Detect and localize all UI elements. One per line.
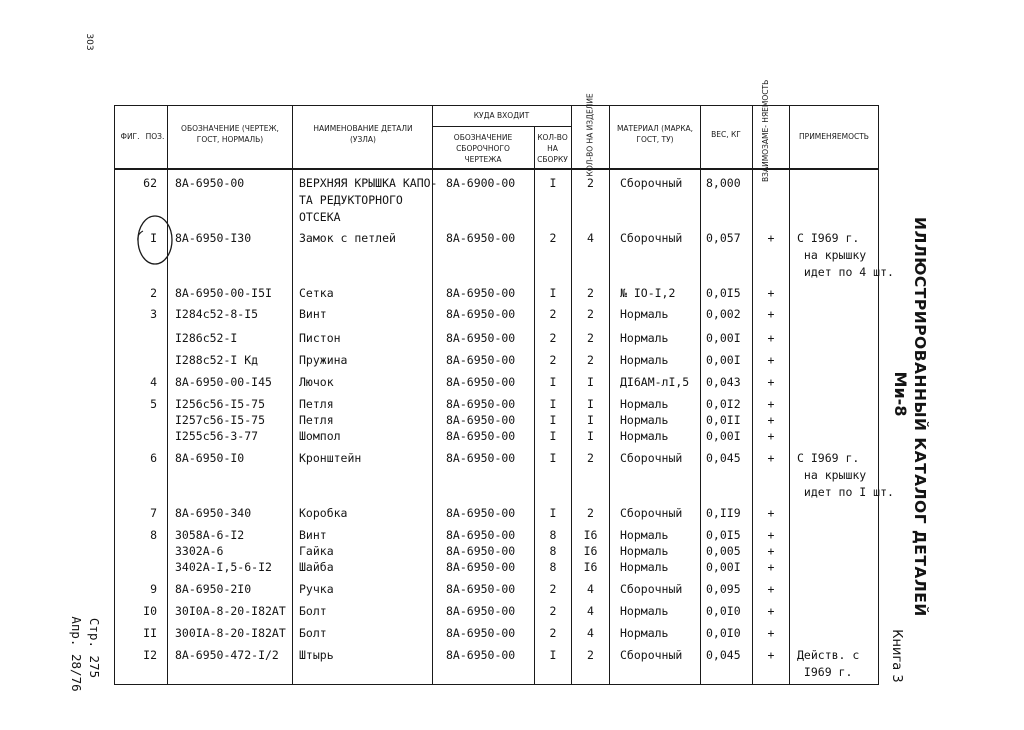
cell-name: Болт	[299, 604, 327, 618]
cell-pos: 9	[150, 582, 157, 596]
cell-qa: I	[549, 506, 557, 520]
cell-app: С I969 г. на крышку идет по 4 шт.	[797, 231, 894, 279]
cell-wt: 0,045	[706, 451, 741, 465]
cell-ic: +	[767, 506, 775, 520]
cell-pos: I	[150, 231, 157, 245]
cell-name: Кронштейн	[299, 451, 362, 465]
cell-qp: 2	[587, 451, 594, 465]
cell-asm: 8А-6950-00	[446, 648, 516, 662]
cell-pos: 2	[150, 286, 157, 300]
cell-mat: Нормаль	[620, 604, 669, 618]
cell-ic: +	[767, 429, 775, 443]
cell-qa: I	[549, 176, 557, 190]
cell-wt: 0,00I	[706, 331, 741, 345]
cell-des: I286с52-I	[175, 331, 238, 345]
cell-qp: I6	[583, 528, 598, 542]
cell-qa: I	[549, 375, 557, 389]
cell-ic: +	[767, 331, 775, 345]
cell-mat: Сборочный	[620, 648, 683, 662]
cell-mat: Сборочный	[620, 451, 683, 465]
cell-name: Лючок	[299, 375, 334, 389]
cell-name: ВЕРХНЯЯ КРЫШКА КАПО- ТА РЕДУКТОРНОГО ОТСЕКА	[299, 176, 438, 224]
cell-pos: 4	[150, 375, 157, 389]
cell-mat: Сборочный	[620, 582, 683, 596]
cell-asm: 8А-6950-00	[446, 331, 516, 345]
cell-des: 8А-6950-I0	[175, 451, 245, 465]
cell-qa: I	[549, 286, 557, 300]
cell-wt: 0,095	[706, 582, 741, 596]
cell-ic: +	[767, 451, 775, 465]
cell-wt: 0,00I	[706, 429, 741, 443]
cell-mat: Нормаль	[620, 413, 669, 427]
cell-name: Винт	[299, 528, 327, 542]
header-weight: ВЕС, КГ	[711, 130, 741, 139]
cell-name: Болт	[299, 626, 327, 640]
cell-qa: I	[549, 429, 557, 443]
cell-des: 8А-6950-00-I45	[175, 375, 272, 389]
footer-date: Апр. 28/76	[69, 616, 84, 692]
cell-mat: Нормаль	[620, 544, 669, 558]
cell-name: Петля	[299, 397, 334, 411]
cell-wt: 0,0I0	[706, 626, 741, 640]
cell-des: 8А-6950-340	[175, 506, 252, 520]
cell-qp: I	[587, 429, 594, 443]
cell-des: I255с56-3-77	[175, 429, 259, 443]
cell-mat: Нормаль	[620, 560, 669, 574]
cell-qp: 2	[587, 286, 594, 300]
header-fig: ФИГ.	[120, 132, 140, 141]
cell-app: С I969 г. на крышку идет по I шт.	[797, 451, 894, 499]
cell-des: I256с56-I5-75	[175, 397, 266, 411]
cell-ic: +	[767, 353, 775, 367]
cell-asm: 8А-6950-00	[446, 307, 516, 321]
header-qty-assembly: КОЛ-ВО НА СБОРКУ	[537, 133, 568, 164]
cell-des: 30I0А-8-20-I82АТ	[175, 604, 286, 618]
footer-page: Стр. 275	[87, 617, 102, 679]
cell-qa: I	[549, 397, 557, 411]
cell-mat: Сборочный	[620, 506, 683, 520]
header-assembly-drawing: ОБОЗНАЧЕНИЕ СБОРОЧНОГО ЧЕРТЕЖА	[453, 133, 513, 164]
cell-wt: 0,0I2	[706, 397, 741, 411]
catalog-title-line1: Ми-8	[891, 371, 910, 417]
header-where-used: КУДА ВХОДИТ	[473, 111, 530, 120]
cell-mat: Нормаль	[620, 528, 669, 542]
cell-qp: 2	[587, 307, 594, 321]
cell-qp: I6	[583, 544, 598, 558]
cell-mat: Нормаль	[620, 429, 669, 443]
header-applicability: ПРИМЕНЯЕМОСТЬ	[799, 132, 869, 141]
cell-des: 8А-6950-I30	[175, 231, 252, 245]
cell-asm: 8А-6950-00	[446, 375, 516, 389]
cell-asm: 8А-6950-00	[446, 231, 516, 245]
cell-name: Петля	[299, 413, 334, 427]
cell-asm: 8А-6950-00	[446, 626, 516, 640]
cell-qa: 2	[549, 231, 557, 245]
cell-mat: ДI6АМ-лI,5	[620, 375, 690, 389]
cell-wt: 0,0I5	[706, 528, 741, 542]
cell-qp: 2	[587, 506, 594, 520]
catalog-book: Книга 3	[889, 629, 904, 683]
cell-ic: +	[767, 582, 775, 596]
cell-ic: +	[767, 231, 775, 245]
cell-des: 8А-6950-00-I5I	[175, 286, 272, 300]
cell-pos: 62	[143, 176, 157, 190]
cell-asm: 8А-6950-00	[446, 286, 516, 300]
cell-name: Винт	[299, 307, 327, 321]
cell-qp: 2	[587, 353, 594, 367]
cell-wt: 8,000	[706, 176, 741, 190]
cell-des: I288с52-I Кд	[175, 353, 259, 367]
cell-qa: I	[549, 451, 557, 465]
cell-ic: +	[767, 375, 775, 389]
cell-asm: 8А-6950-00	[446, 560, 516, 574]
annotation-circle-icon	[133, 211, 183, 271]
cell-ic: +	[767, 648, 775, 662]
cell-qa: 2	[549, 307, 557, 321]
cell-qa: 2	[549, 582, 557, 596]
cell-asm: 8А-6950-00	[446, 429, 516, 443]
cell-asm: 8А-6950-00	[446, 451, 516, 465]
cell-qp: 4	[587, 626, 594, 640]
cell-wt: 0,II9	[706, 506, 741, 520]
cell-des: I284с52-8-I5	[175, 307, 259, 321]
cell-wt: 0,043	[706, 375, 741, 389]
cell-qa: 8	[549, 560, 557, 574]
catalog-title-line2: ИЛЛЮСТРИРОВАННЫЙ КАТАЛОГ ДЕТАЛЕЙ	[911, 217, 929, 617]
cell-qa: 8	[549, 544, 557, 558]
cell-des: 3058А-6-I2	[175, 528, 245, 542]
cell-ic: +	[767, 544, 775, 558]
cell-asm: 8А-6950-00	[446, 353, 516, 367]
cell-mat: Нормаль	[620, 397, 669, 411]
cell-app: Действ. с I969 г.	[797, 648, 860, 679]
cell-qa: I	[549, 413, 557, 427]
cell-qp: 2	[587, 648, 594, 662]
cell-pos: 7	[150, 506, 157, 520]
cell-wt: 0,0II	[706, 413, 741, 427]
cell-name: Пистон	[299, 331, 341, 345]
cell-asm: 8А-6950-00	[446, 544, 516, 558]
cell-qa: 2	[549, 626, 557, 640]
cell-qa: 2	[549, 353, 557, 367]
cell-name: Штырь	[299, 648, 334, 662]
cell-asm: 8А-6900-00	[446, 176, 516, 190]
header-interchange: ВЗАИМОЗАМЕ- НЯЕМОСТЬ	[761, 79, 770, 182]
cell-qa: 2	[549, 331, 557, 345]
cell-name: Сетка	[299, 286, 334, 300]
cell-mat: Нормаль	[620, 331, 669, 345]
cell-ic: +	[767, 528, 775, 542]
cell-qa: 8	[549, 528, 557, 542]
cell-wt: 0,005	[706, 544, 741, 558]
cell-name: Коробка	[299, 506, 348, 520]
cell-des: 8А-6950-00	[175, 176, 245, 190]
header-name: НАИМЕНОВАНИЕ ДЕТАЛИ (УЗЛА)	[313, 124, 413, 144]
cell-pos: I0	[143, 604, 157, 618]
cell-qa: I	[549, 648, 557, 662]
cell-qp: 2	[587, 331, 594, 345]
cell-mat: Нормаль	[620, 307, 669, 321]
cell-pos: 3	[150, 307, 157, 321]
cell-asm: 8А-6950-00	[446, 582, 516, 596]
cell-qp: I	[587, 413, 594, 427]
cell-mat: Сборочный	[620, 231, 683, 245]
cell-name: Замок с петлей	[299, 231, 396, 245]
cell-qp: 4	[587, 604, 594, 618]
cell-ic: +	[767, 397, 775, 411]
cell-pos: 6	[150, 451, 157, 465]
cell-pos: II	[143, 626, 157, 640]
cell-name: Ручка	[299, 582, 334, 596]
cell-qa: 2	[549, 604, 557, 618]
cell-ic: +	[767, 626, 775, 640]
cell-qp: I6	[583, 560, 598, 574]
cell-wt: 0,00I	[706, 560, 741, 574]
cell-qp: I	[587, 375, 594, 389]
cell-name: Гайка	[299, 544, 334, 558]
cell-asm: 8А-6950-00	[446, 413, 516, 427]
cell-wt: 0,00I	[706, 353, 741, 367]
cell-ic: +	[767, 413, 775, 427]
cell-asm: 8А-6950-00	[446, 506, 516, 520]
cell-wt: 0,0I0	[706, 604, 741, 618]
header-designation: ОБОЗНАЧЕНИЕ (ЧЕРТЕЖ, ГОСТ, НОРМАЛЬ)	[181, 124, 279, 144]
cell-wt: 0,045	[706, 648, 741, 662]
cell-ic: +	[767, 307, 775, 321]
cell-wt: 0,0I5	[706, 286, 741, 300]
cell-qp: 2	[587, 176, 594, 190]
cell-wt: 0,002	[706, 307, 741, 321]
cell-asm: 8А-6950-00	[446, 528, 516, 542]
cell-pos: 8	[150, 528, 157, 542]
cell-pos: I2	[143, 648, 157, 662]
cell-des: 300IА-8-20-I82АТ	[175, 626, 286, 640]
cell-pos: 5	[150, 397, 157, 411]
header-pos: ПОЗ.	[145, 132, 165, 141]
cell-ic: +	[767, 286, 775, 300]
cell-des: 3402А-I,5-6-I2	[175, 560, 272, 574]
cell-ic: +	[767, 604, 775, 618]
cell-mat: № IO-I,2	[620, 286, 676, 300]
cell-qp: 4	[587, 582, 594, 596]
cell-des: 8А-6950-472-I/2	[175, 648, 279, 662]
cell-des: 3302А-6	[175, 544, 224, 558]
cell-mat: Сборочный	[620, 176, 683, 190]
cell-qp: 4	[587, 231, 594, 245]
cell-mat: Нормаль	[620, 626, 669, 640]
header-qty-product: КОЛ-ВО НА ИЗДЕЛИЕ	[585, 93, 595, 177]
header-material: МАТЕРИАЛ (МАРКА, ГОСТ, ТУ)	[616, 124, 694, 144]
cell-name: Шомпол	[299, 429, 341, 443]
cell-ic: +	[767, 560, 775, 574]
cell-asm: 8А-6950-00	[446, 397, 516, 411]
cell-asm: 8А-6950-00	[446, 604, 516, 618]
cell-des: I257с56-I5-75	[175, 413, 266, 427]
cell-name: Шайба	[299, 560, 334, 574]
cell-qp: I	[587, 397, 594, 411]
page-corner-number: 303	[84, 33, 94, 51]
cell-name: Пружина	[299, 353, 348, 367]
cell-wt: 0,057	[706, 231, 741, 245]
cell-mat: Нормаль	[620, 353, 669, 367]
cell-des: 8А-6950-2I0	[175, 582, 252, 596]
